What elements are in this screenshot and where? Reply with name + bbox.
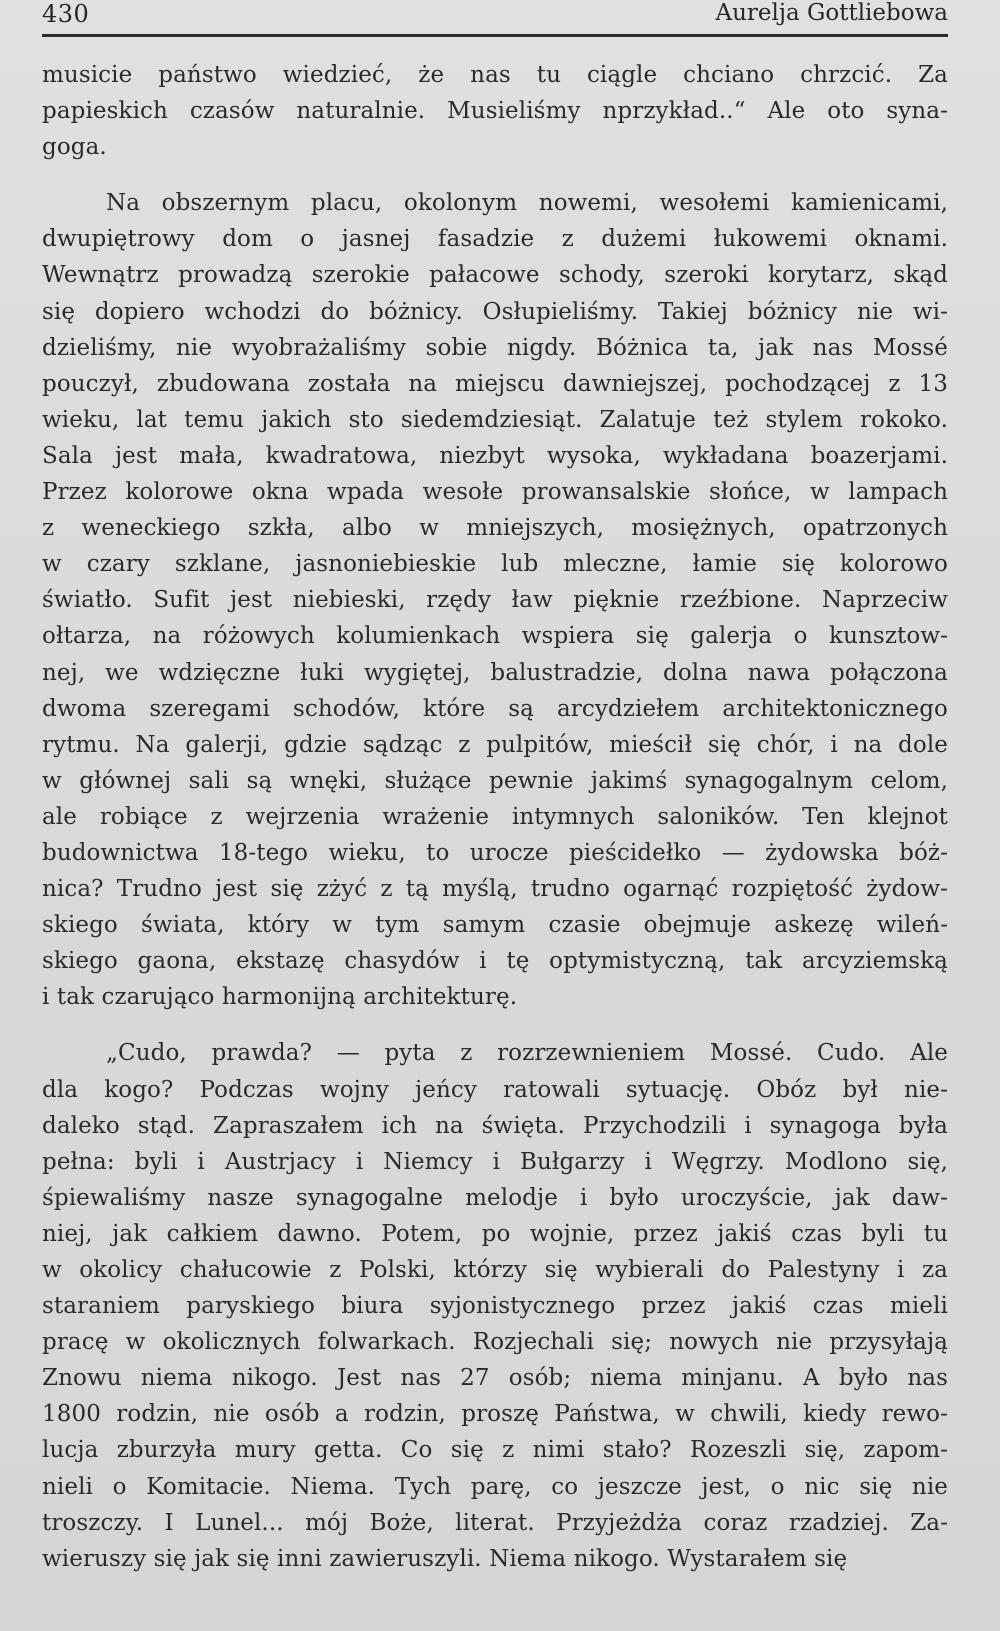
text-line: „Cudo, prawda? — pyta z rozrzewnieniem Mossé. Cudo. Ale (106, 1040, 948, 1067)
text-line: Na obszernym placu, okolonym nowemi, wesołemi kamienicami, (106, 190, 948, 217)
text-line: dla kogo? Podczas wojny jeńcy ratowali sytuację. Obóz był nie- (42, 1076, 948, 1103)
text-line: dwoma szeregami schodów, które są arcydziełem architektonicznego (42, 695, 948, 722)
text-line: goga. (42, 134, 107, 161)
text-line: Sala jest mała, kwadratowa, niezbyt wysoka, wykładana boazerjami. (42, 442, 948, 469)
page-number: 430 (42, 0, 90, 28)
text-line: budownictwa 18-tego wieku, to urocze pieścidełko — żydowska bóż- (42, 839, 948, 866)
paragraph (42, 185, 948, 1015)
text-line: pracę w okolicznych folwarkach. Rozjechali się; nowych nie przysyłają (42, 1329, 948, 1356)
text-line: ołtarza, na różowych kolumienkach wspiera się galerja o kunsztow- (42, 623, 948, 650)
text-line: papieskich czasów naturalnie. Musieliśmy nprzykład..“ Ale oto syna- (42, 98, 948, 125)
text-line: troszczy. I Lunel... mój Boże, literat. Przyjeżdża coraz rzadziej. Za- (42, 1509, 948, 1536)
text-line: Przez kolorowe okna wpada wesołe prowansalskie słońce, w lampach (42, 479, 948, 506)
text-line: w głównej sali są wnęki, służące pewnie jakimś synagogalnym celom, (42, 767, 948, 794)
text-line: nieli o Komitacie. Niema. Tych parę, co jeszcze jest, o nic się nie (42, 1473, 948, 1500)
text-line: 1800 rodzin, nie osób a rodzin, proszę Państwa, w chwili, kiedy rewo- (42, 1401, 948, 1428)
text-line: dwupiętrowy dom o jasnej fasadzie z dużemi łukowemi oknami. (42, 226, 948, 253)
text-line: skiego gaona, ekstazę chasydów i tę optymistyczną, tak arcyziemską (42, 948, 948, 975)
text-line: w okolicy chałucowie z Polski, którzy się wybierali do Palestyny i za (42, 1257, 948, 1283)
text-line: się dopiero wchodzi do bóżnicy. Osłupieliśmy. Takiej bóżnicy nie wi- (42, 298, 948, 325)
text-line: lucja zburzyła mury getta. Co się z nimi stało? Rozeszli się, zapom- (42, 1437, 948, 1464)
page-header (42, 0, 948, 34)
text-line: niej, jak całkiem dawno. Potem, po wojnie, przez jakiś czas byli tu (42, 1220, 948, 1247)
text-line: nica? Trudno jest się zżyć z tą myślą, trudno ogarnąć rozpiętość żydow- (42, 876, 948, 903)
paragraph (42, 1035, 948, 1576)
text-line: i tak czarująco harmonijną architekturę. (42, 984, 518, 1011)
text-line: wieku, lat temu jakich sto siedemdziesiąt. Zalatuje też stylem rokoko. (42, 406, 948, 433)
paragraph (42, 57, 948, 165)
text-line: pouczył, zbudowana została na miejscu dawniejszej, pochodzącej z 13 (42, 370, 948, 397)
text-line: śpiewaliśmy nasze synagogalne melodje i było uroczyście, jak daw- (42, 1184, 948, 1211)
text-line: skiego świata, który w tym samym czasie obejmuje askezę wileń- (42, 912, 948, 939)
text-line: w czary szklane, jasnoniebieskie lub mleczne, łamie się kolorowo (42, 551, 948, 578)
text-line: z weneckiego szkła, albo w mniejszych, mosiężnych, opatrzonych (42, 515, 948, 542)
text-line: rytmu. Na galerji, gdzie sądząc z pulpitów, mieścił się chór, i na dole (42, 731, 948, 758)
text-line: ale robiące z wejrzenia wrażenie intymnych saloników. Ten klejnot (42, 803, 948, 830)
running-head: Aurelja Gottliebowa (715, 0, 948, 26)
text-line: daleko stąd. Zapraszałem ich na święta. Przychodzili i synagoga była (42, 1112, 948, 1139)
text-line: dzieliśmy, nie wyobrażaliśmy sobie nigdy. Bóżnica ta, jak nas Mossé (42, 334, 948, 361)
paragraph-gap (42, 165, 948, 185)
text-line: Znowu niema nikogo. Jest nas 27 osób; niema minjanu. A było nas (42, 1365, 948, 1392)
text-line: musicie państwo wiedzieć, że nas tu ciągle chciano chrzcić. Za (42, 62, 948, 88)
text-line: Wewnątrz prowadzą szerokie pałacowe schody, szeroki korytarz, skąd (42, 262, 948, 289)
text-line: światło. Sufit jest niebieski, rzędy ław pięknie rzeźbione. Naprzeciw (42, 587, 948, 614)
text-line: nej, we wdzięczne łuki wygiętej, balustradzie, dolna nawa połączona (42, 659, 948, 686)
paragraph-gap (42, 1015, 948, 1035)
text-body (42, 57, 948, 1577)
text-line: wieruszy się jak się inni zawieruszyli. Niema nikogo. Wystarałem się (42, 1545, 848, 1572)
header-rule (42, 34, 948, 37)
text-line: staraniem paryskiego biura syjonistycznego przez jakiś czas mieli (42, 1293, 948, 1320)
text-line: pełna: byli i Austrjacy i Niemcy i Bułgarzy i Węgrzy. Modlono się, (42, 1148, 948, 1175)
